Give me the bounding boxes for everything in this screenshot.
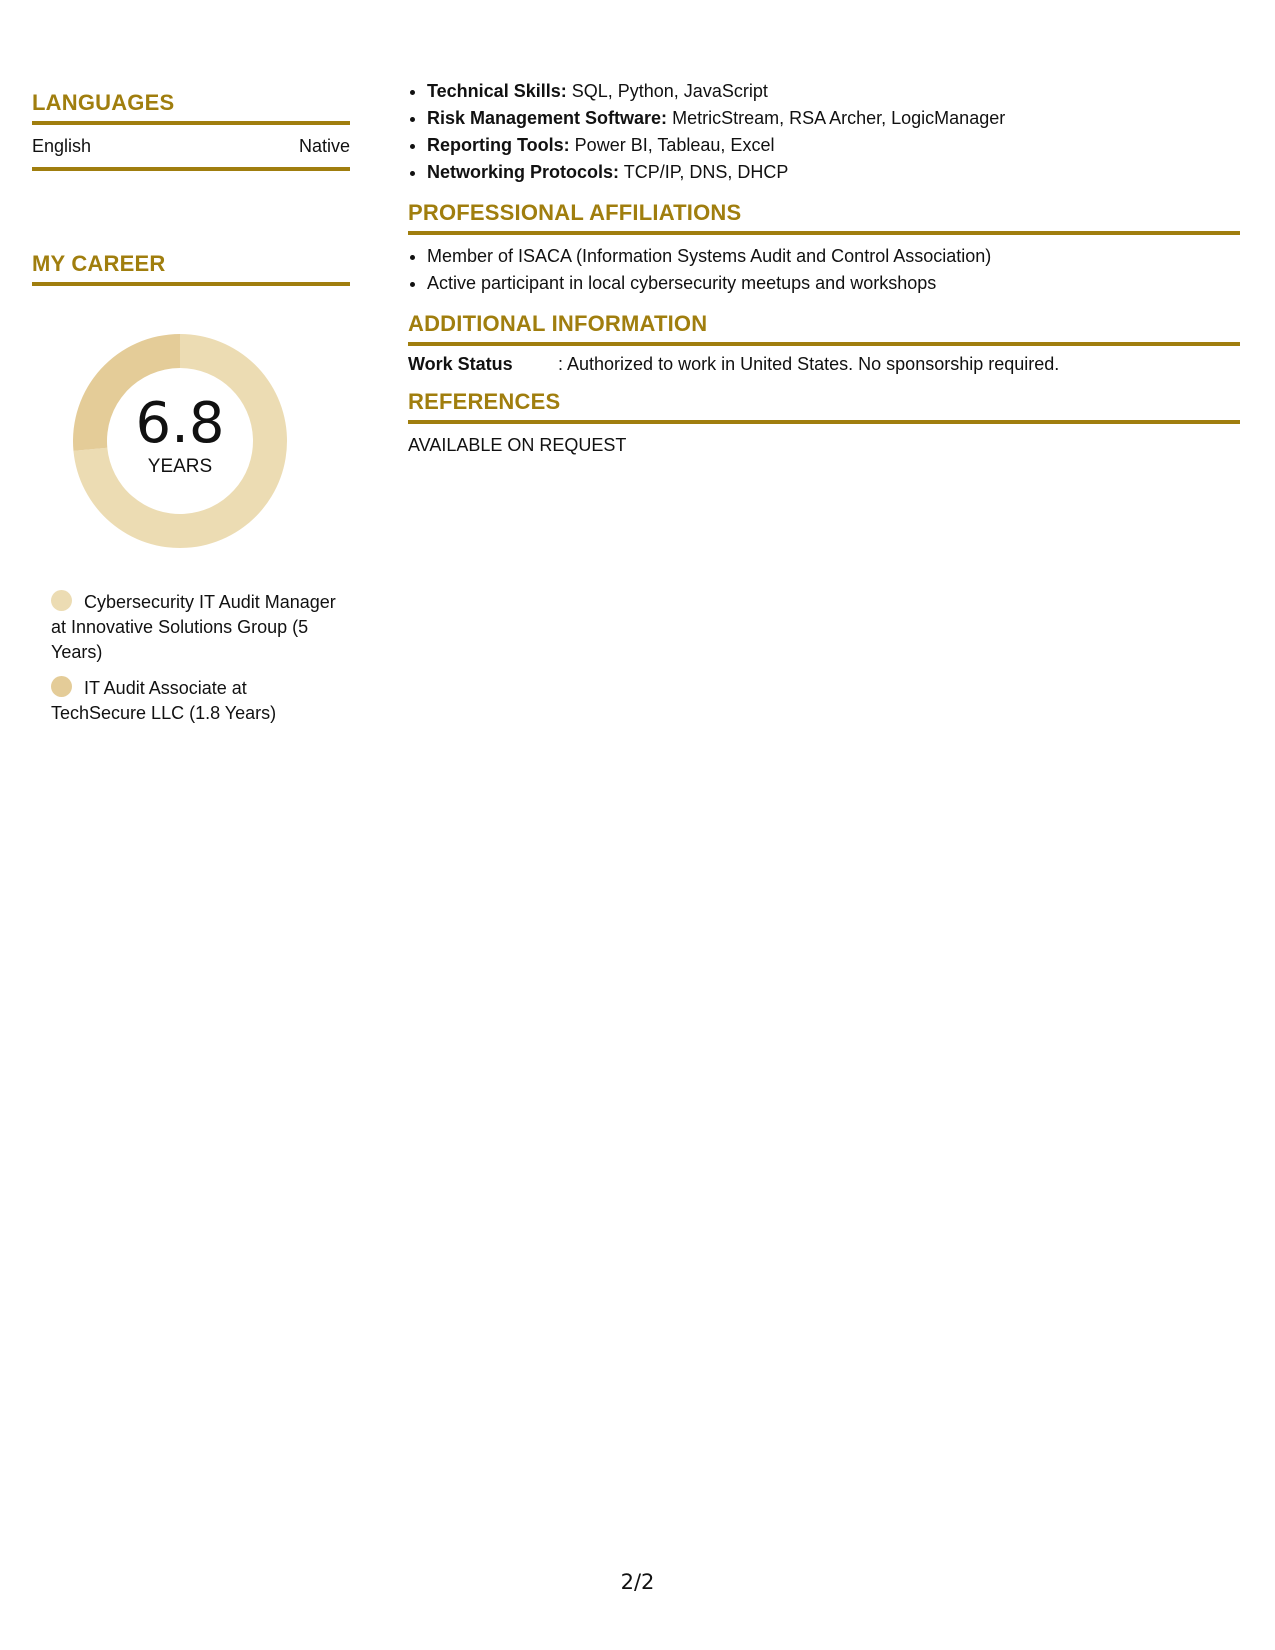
skill-value: TCP/IP, DNS, DHCP xyxy=(623,162,789,182)
right-column xyxy=(408,78,1240,456)
list-item xyxy=(427,132,1240,159)
references-text: AVAILABLE ON REQUEST xyxy=(408,435,627,455)
skill-label: Reporting Tools: xyxy=(427,135,570,155)
references-title: REFERENCES xyxy=(408,389,1240,424)
work-status-label: Work Status xyxy=(408,354,513,374)
language-name: English xyxy=(32,136,92,156)
additional-info-title: ADDITIONAL INFORMATION xyxy=(408,311,1240,346)
affiliations-section xyxy=(408,200,1240,297)
career-donut-chart xyxy=(67,328,293,554)
skill-label: Risk Management Software: xyxy=(427,108,668,128)
skill-value: SQL, Python, JavaScript xyxy=(571,81,768,101)
legend-item xyxy=(51,590,336,665)
legend-label: IT Audit Associate at TechSecure LLC (1.8 Years) xyxy=(51,678,277,723)
affiliations-title: PROFESSIONAL AFFILIATIONS xyxy=(408,200,1240,235)
work-status-value: : Authorized to work in United States. No sponsorship required. xyxy=(558,354,1060,374)
skill-label: Networking Protocols: xyxy=(427,162,620,182)
language-level: Native xyxy=(298,136,350,156)
affiliations-list xyxy=(408,243,1240,297)
legend-item xyxy=(51,676,336,726)
skill-value: Power BI, Tableau, Excel xyxy=(574,135,775,155)
legend-dot xyxy=(51,590,72,611)
languages-title: LANGUAGES xyxy=(32,90,350,125)
skill-label: Technical Skills: xyxy=(427,81,567,101)
work-status-row xyxy=(408,354,1240,375)
list-item: • Member of ISACA (Information Systems Audit and Control Association) xyxy=(427,243,1240,270)
legend-label: Cybersecurity IT Audit Manager at Innovative Solutions Group (5 Years) xyxy=(51,592,336,662)
legend-dot xyxy=(51,676,72,697)
list-item xyxy=(427,78,1240,105)
career-legend xyxy=(51,590,336,726)
language-row xyxy=(32,125,350,171)
skill-value: MetricStream, RSA Archer, LogicManager xyxy=(672,108,1006,128)
career-total-years: 6.8 xyxy=(135,391,225,456)
list-item: • Active participant in local cybersecurity meetups and workshops xyxy=(427,270,1240,297)
list-item xyxy=(427,105,1240,132)
career-years-unit: YEARS xyxy=(147,456,213,477)
left-column xyxy=(32,90,350,737)
page-number: 2/2 xyxy=(620,1570,655,1594)
additional-info-section xyxy=(408,311,1240,375)
donut-center xyxy=(67,328,293,554)
career-title: MY CAREER xyxy=(32,251,350,286)
list-item xyxy=(427,159,1240,186)
references-section xyxy=(408,389,1240,456)
skills-list xyxy=(408,78,1240,186)
